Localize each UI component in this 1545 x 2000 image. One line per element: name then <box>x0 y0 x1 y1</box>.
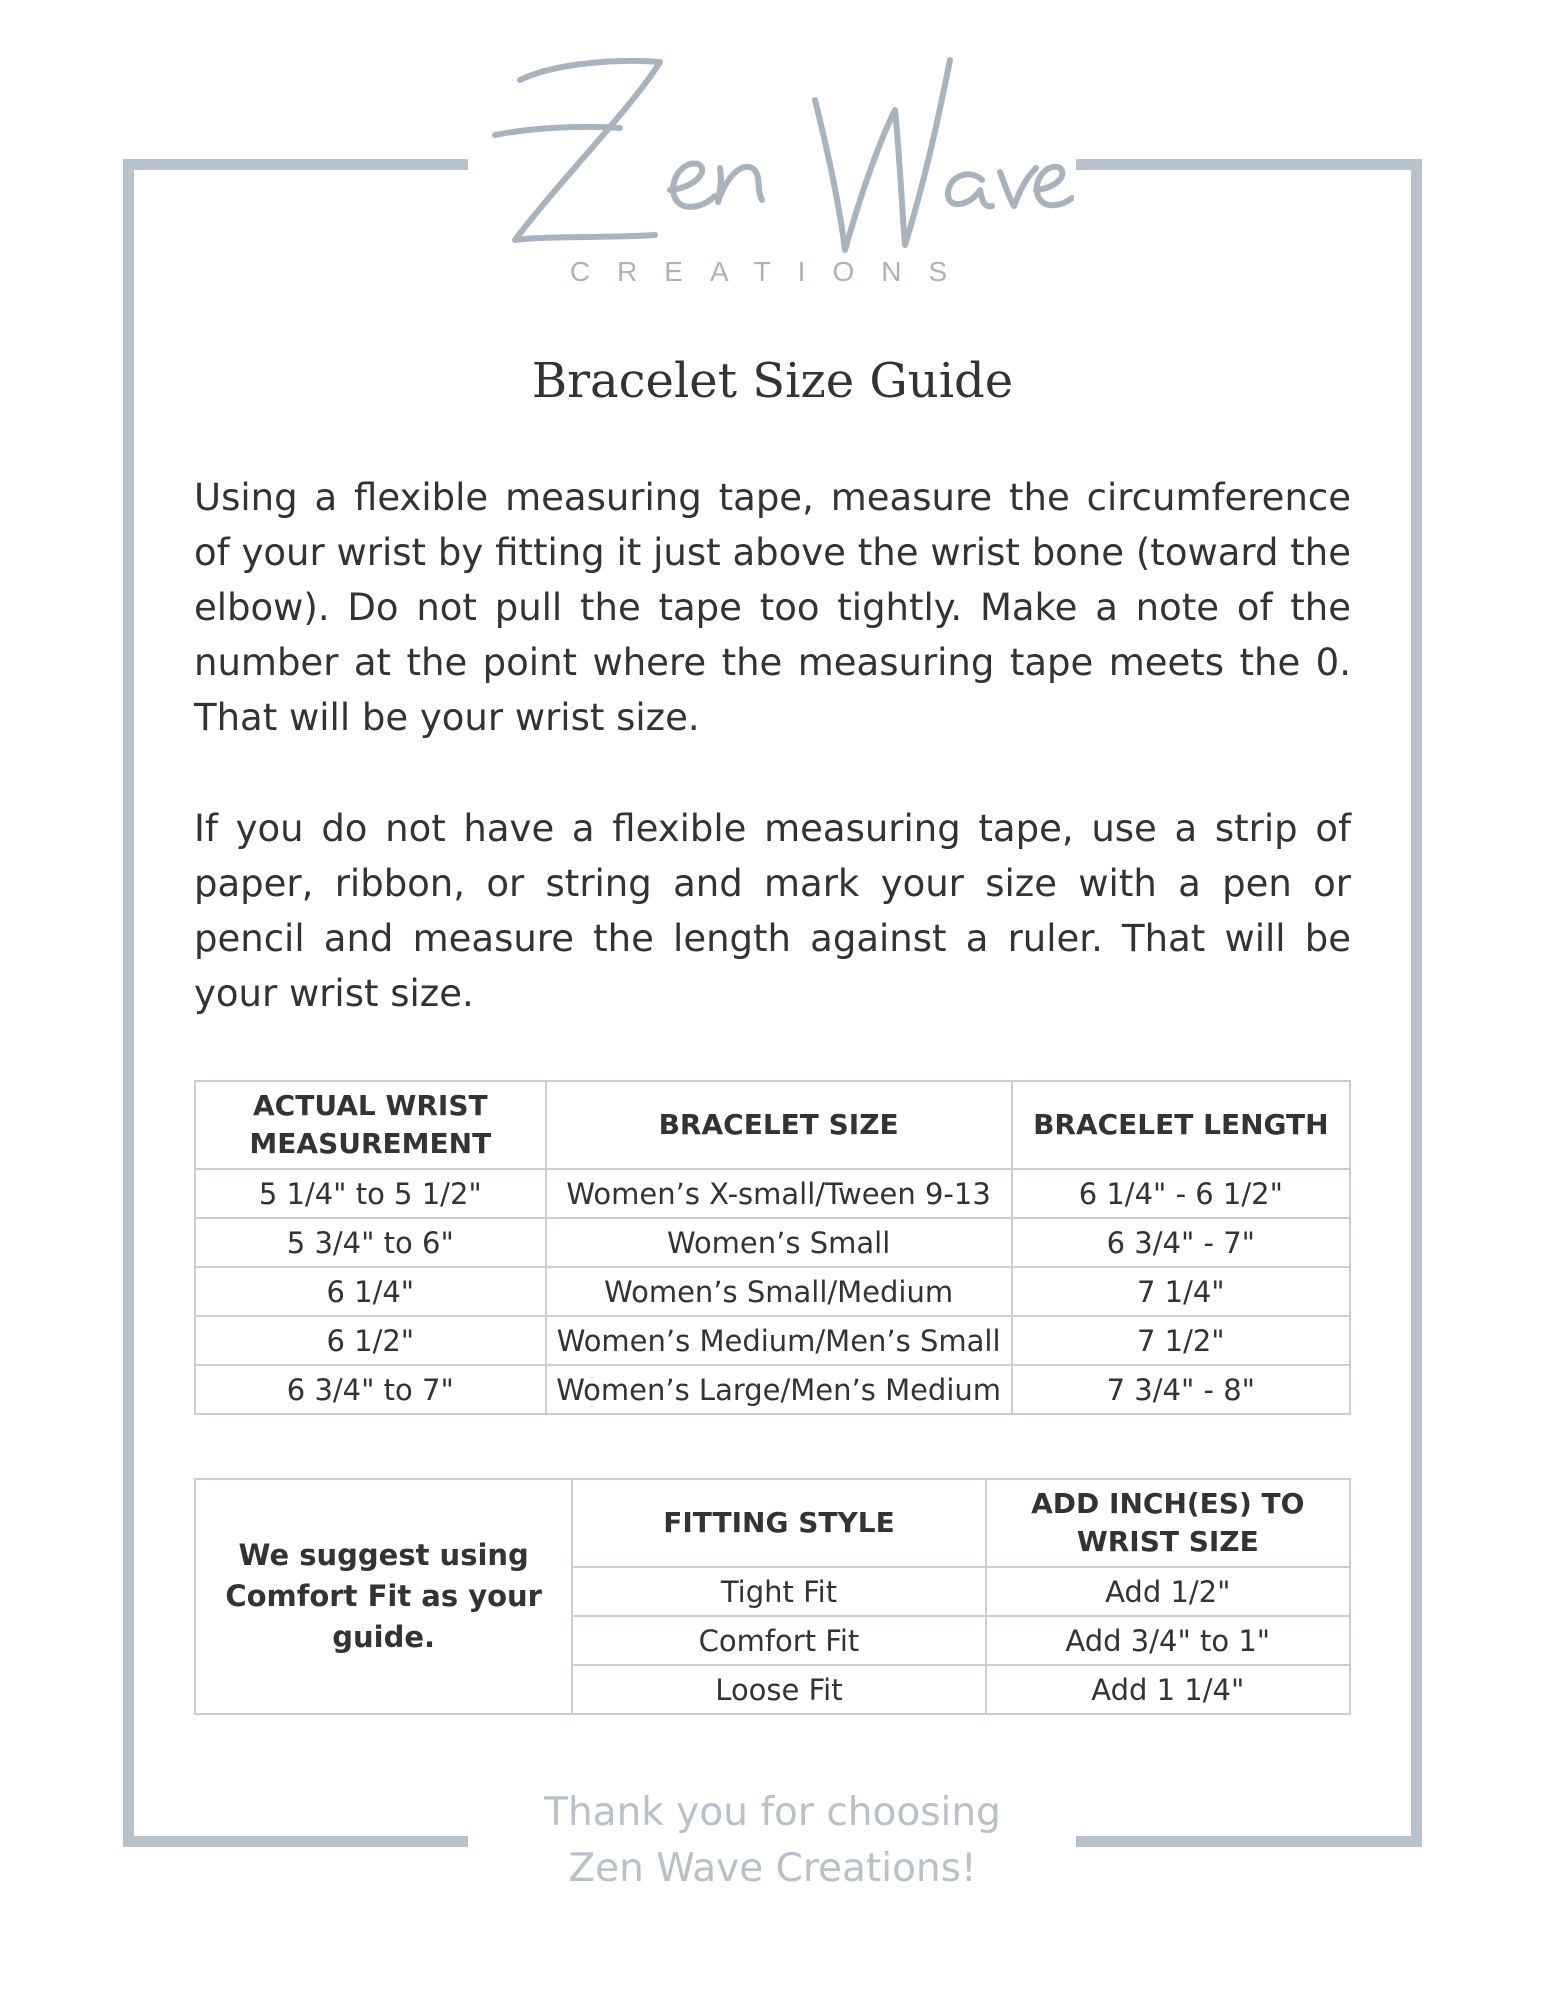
cell-add-inches: Add 1/2" <box>986 1567 1350 1616</box>
size-table <box>194 1080 1351 1415</box>
instructions-paragraph-2: If you do not have a flexible measuring tape, use a strip of paper, ribbon, or string and mark your size with a pen or pencil and measure the length against a ruler. That will be your wrist size. <box>194 807 1351 1015</box>
cell-size: Women’s Small <box>546 1218 1012 1267</box>
frame-top-right <box>1076 159 1422 170</box>
header-fitting-style: FITTING STYLE <box>572 1479 985 1567</box>
table-row <box>195 1218 1350 1267</box>
frame-left <box>123 159 134 1847</box>
instructions-paragraph-1: Using a flexible measuring tape, measure the circumference of your wrist by fitting it just above the wrist bone (toward the elbow). Do not pull the tape too tightly. Make a note of the number at the point where the measuring tape meets the 0. That will be your wrist size. <box>194 476 1351 739</box>
cell-add-inches: Add 1 1/4" <box>986 1665 1350 1714</box>
cell-fit-style: Tight Fit <box>572 1567 985 1616</box>
fit-suggestion: We suggest using Comfort Fit as your guide. <box>195 1479 572 1714</box>
header-bracelet-length: BRACELET LENGTH <box>1012 1081 1350 1169</box>
size-table-header-row <box>195 1081 1350 1169</box>
cell-add-inches: Add 3/4" to 1" <box>986 1616 1350 1665</box>
cell-size: Women’s Small/Medium <box>546 1267 1012 1316</box>
cell-length: 6 1/4" - 6 1/2" <box>1012 1169 1350 1218</box>
cell-size: Women’s Medium/Men’s Small <box>546 1316 1012 1365</box>
frame-top-left <box>123 159 468 170</box>
logo-subtitle: CREATIONS <box>569 256 975 287</box>
cell-length: 7 1/4" <box>1012 1267 1350 1316</box>
cell-fit-style: Loose Fit <box>572 1665 985 1714</box>
cell-length: 7 1/2" <box>1012 1316 1350 1365</box>
header-bracelet-size: BRACELET SIZE <box>546 1081 1012 1169</box>
cell-size: Women’s X-small/Tween 9-13 <box>546 1169 1012 1218</box>
footer-thanks <box>0 1785 1545 1897</box>
cell-size: Women’s Large/Men’s Medium <box>546 1365 1012 1414</box>
footer-line-1: Thank you for choosing <box>544 1790 1001 1835</box>
frame-right <box>1411 159 1422 1847</box>
brand-logo <box>470 40 1074 300</box>
header-add-inches: ADD INCH(ES) TO WRIST SIZE <box>986 1479 1350 1567</box>
fitting-table <box>194 1478 1351 1715</box>
cell-length: 6 3/4" - 7" <box>1012 1218 1350 1267</box>
cell-length: 7 3/4" - 8" <box>1012 1365 1350 1414</box>
cell-wrist: 6 1/4" <box>195 1267 546 1316</box>
table-row <box>195 1316 1350 1365</box>
header-actual-wrist: ACTUAL WRIST MEASUREMENT <box>195 1081 546 1169</box>
cell-wrist: 6 1/2" <box>195 1316 546 1365</box>
table-row <box>195 1365 1350 1414</box>
cell-wrist: 5 1/4" to 5 1/2" <box>195 1169 546 1218</box>
cell-wrist: 6 3/4" to 7" <box>195 1365 546 1414</box>
fitting-table-header-row <box>195 1479 1350 1567</box>
footer-line-2: Zen Wave Creations! <box>568 1846 977 1891</box>
cell-fit-style: Comfort Fit <box>572 1616 985 1665</box>
page-title: Bracelet Size Guide <box>531 353 1014 409</box>
table-row <box>195 1267 1350 1316</box>
cell-wrist: 5 3/4" to 6" <box>195 1218 546 1267</box>
table-row <box>195 1169 1350 1218</box>
